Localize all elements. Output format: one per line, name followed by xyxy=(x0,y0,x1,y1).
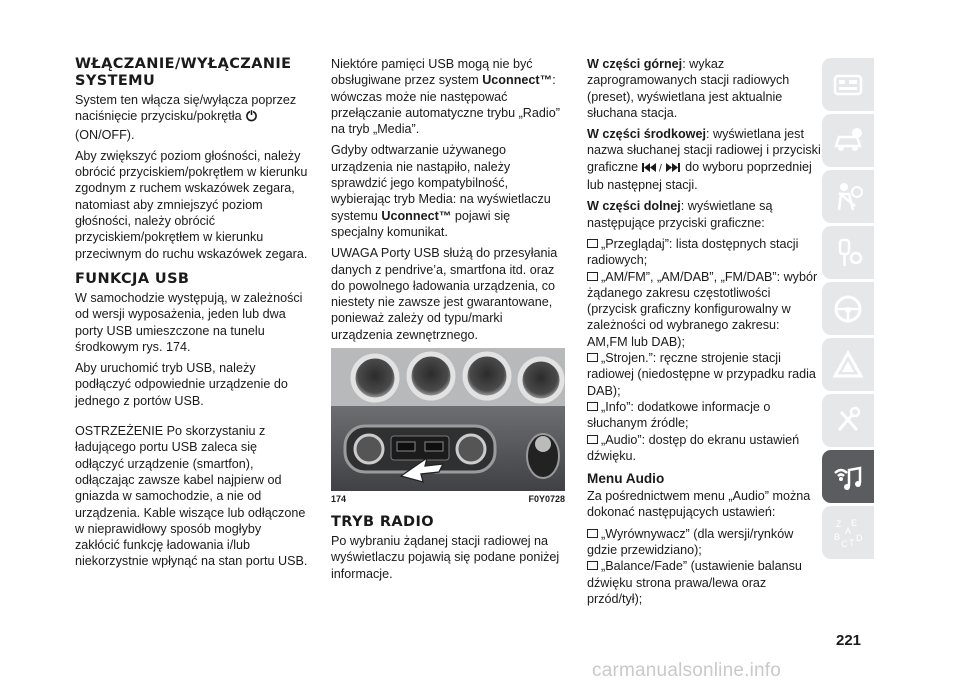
index-letter-e: E xyxy=(851,517,858,528)
text-top-part: : wykaz zaprogramowanych stacji radiowych (preset), wyświetlana jest aktualnie słuchana stacja. xyxy=(587,57,790,120)
paragraph-power-end: (ON/OFF). xyxy=(75,127,135,142)
column-1 xyxy=(75,56,309,575)
index-letter-b: B xyxy=(834,531,841,542)
list-item: „Wyrównywacz” (dla wersji/rynków gdzie przewidziano); xyxy=(587,526,794,558)
square-bullet-icon xyxy=(587,402,598,411)
tab-steering[interactable] xyxy=(822,282,874,335)
tab-safety[interactable] xyxy=(822,170,874,223)
paragraph-usb-mode: Aby uruchomić tryb USB, należy podłączyć odpowiednie urządzenie do jednego z portów USB. xyxy=(75,361,288,408)
key-start-icon xyxy=(831,236,865,270)
heading-usb: FUNKCJA USB xyxy=(75,270,190,287)
tab-dashboard[interactable] xyxy=(822,58,874,111)
figure-number: 174 xyxy=(331,494,347,505)
paragraph-power xyxy=(75,92,309,143)
compat-text-a: Gdyby odtwarzanie używanego urządzenia nie nastąpiło, należy sprawdzić jego kompatybilność, wybierając tryb Media: na wyświetlaczu systemu xyxy=(331,143,551,223)
list-item: „Strojen.”: ręczne strojenie stacji radiowej (niedostępne w przypadku radia DAB); xyxy=(587,351,816,398)
uconnect-brand-2: Uconnect™ xyxy=(381,208,452,223)
label-top-part: W części górnej xyxy=(587,57,683,71)
square-bullet-icon xyxy=(587,561,598,570)
figure-caption xyxy=(331,494,565,504)
steering-wheel-icon xyxy=(831,292,865,326)
heading-system-on-off: WŁĄCZANIE/WYŁĄCZANIE SYSTEMU xyxy=(75,56,292,89)
paragraph-power-text: System ten włącza się/wyłącza poprzez naciśnięcie przycisku/pokrętła xyxy=(75,93,297,124)
list-item: „AM/FM”, „AM/DAB”, „FM/DAB”: wybór żądanego zakresu częstotliwości (przycisk graficzny konfigurowalny w zależności od wybranego zakresu: AM,FM lub DAB); xyxy=(587,269,818,349)
tab-maintenance[interactable] xyxy=(822,394,874,447)
power-knob-icon xyxy=(245,109,258,126)
list-item: „Audio”: dostęp do ekranu ustawień dźwięku. xyxy=(587,432,800,463)
tab-starting[interactable] xyxy=(822,226,874,279)
index-letter-t: T xyxy=(849,537,855,548)
index-letter-d: D xyxy=(856,532,863,543)
text-middle-part-a: : wyświetlana jest nazwa słuchanej stacji radiowej i przyciski graficzne xyxy=(587,127,821,174)
list-item: „Przeglądaj”: lista dostępnych stacji radiowych; xyxy=(587,236,799,268)
watermark: carmanualsonline.info xyxy=(592,660,782,681)
paragraph-warning: OSTRZEŻENIE Po skorzystaniu z ładującego portu USB zaleca się odłączyć urządzenie (smartfon), odłączając zawsze kabel najpierw od gniazda w samochodzie, a nie od urządzenia. Kable wiszące lub odłączone w nieprawidłowy sposób mogłyby zakłócić funkcję ładowania i/lub niekorzystnie wpłynąć na stan portu USB. xyxy=(75,424,308,569)
usb-support-text-b: : wówczas może nie następować przełączanie automatyczne trybu „Radio” na tryb „Media”. xyxy=(331,73,560,137)
list-item: „Info”: dodatkowe informacje o słuchanym źródle; xyxy=(587,399,771,431)
column-3 xyxy=(587,56,821,607)
compat-text-b: pojawi się specjalny komunikat. xyxy=(331,208,511,239)
tab-index[interactable] xyxy=(822,506,874,559)
index-letter-c: C xyxy=(841,538,848,549)
tab-car-info[interactable] xyxy=(822,114,874,167)
paragraph-middle-part xyxy=(587,126,821,193)
list-item: „Balance/Fade” (ustawienie balansu dźwięku strona prawa/lewa oraz przód/tył); xyxy=(587,559,802,606)
paragraph-bottom-part xyxy=(587,198,821,231)
paragraph-note: UWAGA Porty USB służą do przesyłania danych z pendrive’a, smartfona itd. oraz do powolnego ładowania urządzenia, co niestety nie zawsze jest gwarantowane, ponieważ zależy od typu/marki urządzenia zewnętrznego. xyxy=(331,246,558,342)
square-bullet-icon xyxy=(587,435,598,444)
paragraph-compat xyxy=(331,142,565,240)
page-number: 221 xyxy=(836,632,862,649)
paragraph-volume: Aby zwiększyć poziom głośności, należy obrócić przyciskiem/pokrętłem w kierunku zgodnym z ruchem wskazówek zegara, natomiast aby zmniejszyć poziom głośności, należy obrócić przyciskiem/pokrętłem w kierunku przeciwnym do ruchu wskazówek zegara. xyxy=(75,148,308,261)
index-letter-z: Z xyxy=(836,518,842,529)
square-bullet-icon xyxy=(587,529,598,538)
column-2 xyxy=(331,56,565,587)
index-letters-icon xyxy=(831,516,865,550)
paragraph-menu-audio: Za pośrednictwem menu „Audio” można dokonać następujących ustawień: xyxy=(587,489,811,520)
prev-next-icon xyxy=(642,161,682,177)
heading-menu-audio: Menu Audio xyxy=(587,471,665,487)
label-bottom-part: W części dolnej xyxy=(587,199,681,214)
figure-usb-ports-photo xyxy=(331,348,565,491)
bullet-list-display xyxy=(587,236,821,464)
tools-icon xyxy=(831,404,865,438)
svg-text:/: / xyxy=(658,163,662,173)
paragraph-usb-ports: W samochodzie występują, w zależności od wersji wyposażenia, jeden lub dwa porty USB umieszczone na tunelu środkowym rys. 174. xyxy=(75,290,303,354)
paragraph-usb-support xyxy=(331,56,565,137)
square-bullet-icon xyxy=(587,239,598,248)
seatbelt-airbag-icon xyxy=(831,180,865,214)
usb-support-text-a: Niektóre pamięci USB mogą nie być obsługiwane przez system xyxy=(331,57,533,88)
chapter-sidebar xyxy=(822,58,874,562)
text-middle-part-b: do wyboru poprzedniej lub następnej stacji. xyxy=(587,159,812,193)
bullet-list-audio xyxy=(587,526,821,607)
text-bottom-part: : wyświetlane są następujące przyciski graficzne: xyxy=(587,199,773,230)
paragraph-radio: Po wybraniu żądanej stacji radiowej na wyświetlaczu pojawią się podane poniżej informacje. xyxy=(331,534,560,581)
heading-radio-mode: TRYB RADIO xyxy=(331,514,435,531)
paragraph-top-part xyxy=(587,56,821,121)
uconnect-brand: Uconnect™ xyxy=(482,73,553,88)
figure-code: F0Y0728 xyxy=(528,494,565,505)
tab-multimedia[interactable] xyxy=(822,450,874,503)
label-middle-part: W części środkowej xyxy=(587,127,706,142)
multimedia-icon xyxy=(831,460,865,494)
square-bullet-icon xyxy=(587,272,598,281)
square-bullet-icon xyxy=(587,353,598,362)
tab-emergency[interactable] xyxy=(822,338,874,391)
dashboard-icon xyxy=(831,68,865,102)
warning-triangle-icon xyxy=(831,348,865,382)
index-letter-a: A xyxy=(845,525,852,536)
car-info-icon xyxy=(831,124,865,158)
